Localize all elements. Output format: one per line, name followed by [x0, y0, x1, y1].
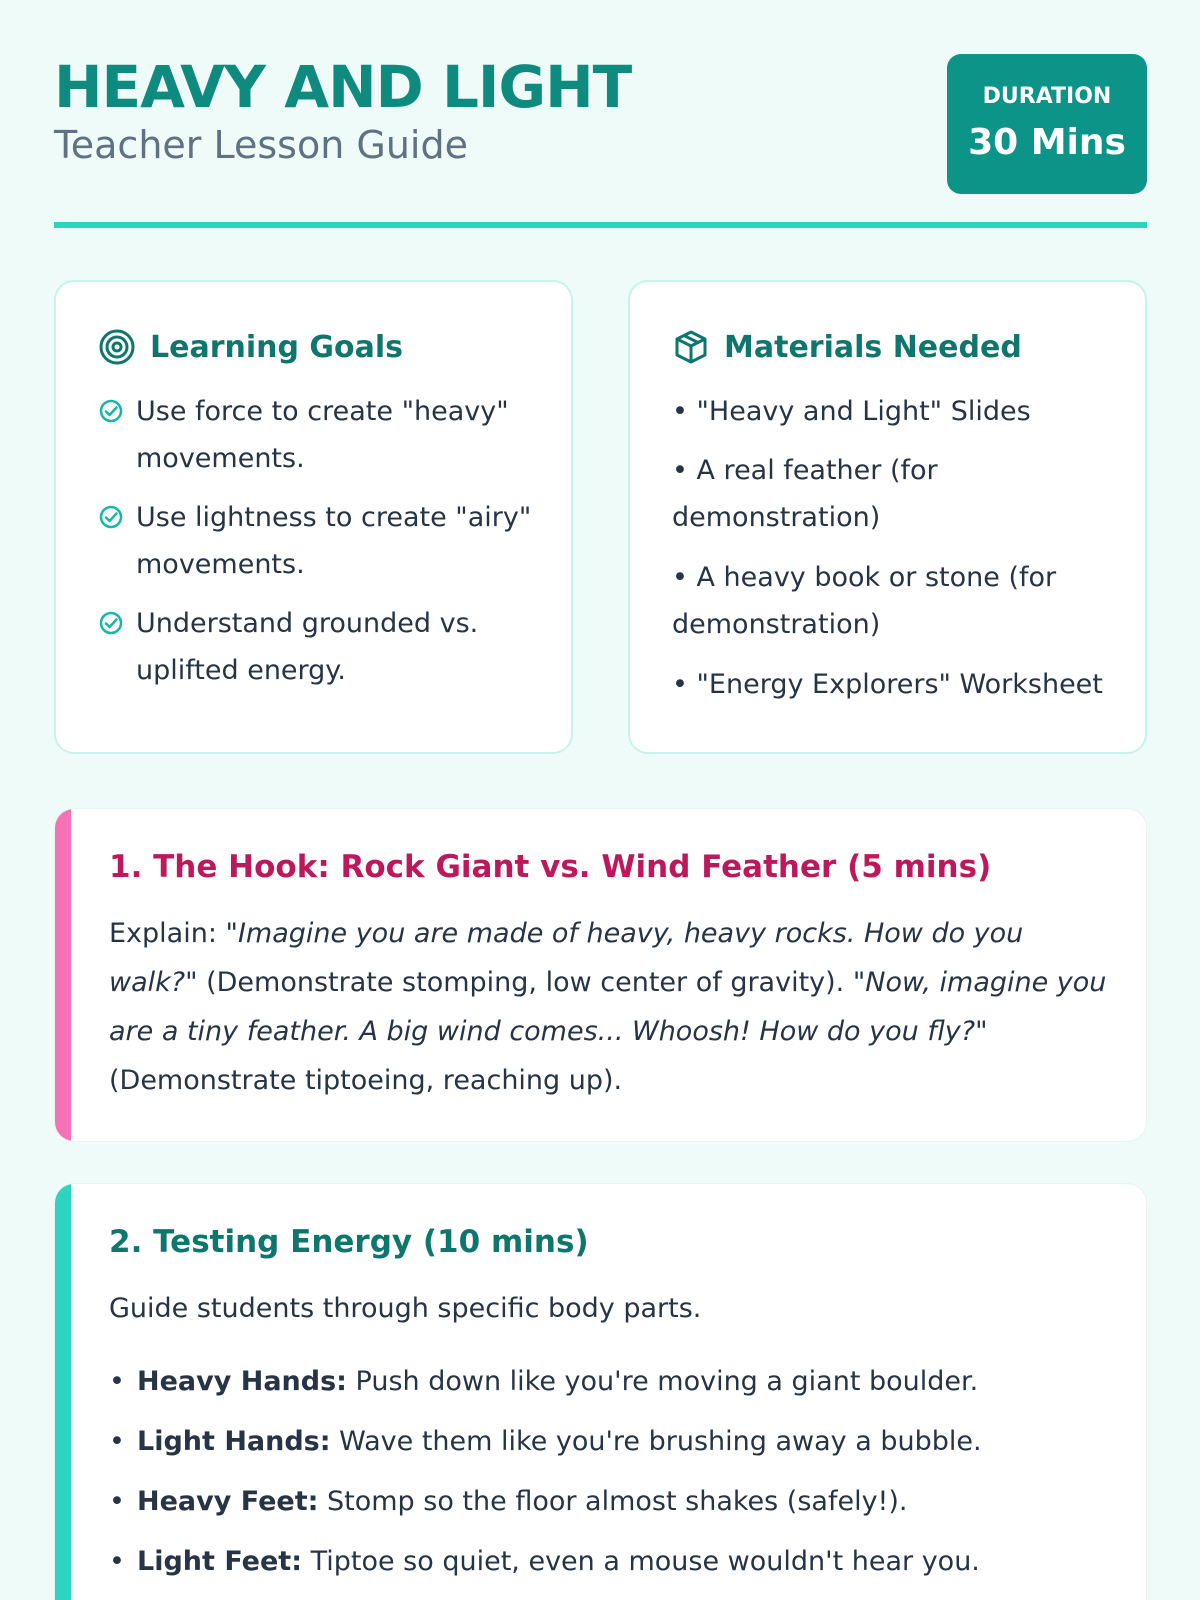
goal-text: Understand grounded vs. uplifted energy. — [136, 608, 479, 686]
testing-energy-section — [54, 1183, 1147, 1600]
list-item — [137, 1362, 1097, 1402]
goal-text: Use lightness to create "airy" movements. — [136, 502, 532, 580]
tip-text: Wave them like you're brushing away a bubble. — [330, 1426, 982, 1457]
page-subtitle: Teacher Lesson Guide — [54, 123, 468, 167]
demo-stomping: (Demonstrate stomping, low center of gravity). — [197, 967, 853, 998]
check-circle-icon — [98, 504, 124, 530]
goal-text: Use force to create "heavy" movements. — [136, 396, 509, 474]
learning-goals-header — [98, 328, 403, 366]
duration-label: DURATION — [982, 84, 1112, 109]
hook-section-body — [109, 909, 1109, 1105]
material-item: • "Heavy and Light" Slides — [672, 396, 1031, 427]
hook-section — [54, 808, 1147, 1142]
materials-header — [672, 328, 1022, 366]
section-accent-bar — [55, 809, 71, 1141]
feather-quote: "Now, imagine you are a tiny feather. A big wind comes... Whoosh! How do you fly?" — [109, 967, 1107, 1047]
tip-term: Light Hands: — [137, 1426, 331, 1457]
testing-energy-intro: Guide students through specific body parts. — [109, 1293, 702, 1324]
goal-item — [98, 494, 538, 588]
duration-value: 30 Mins — [968, 122, 1126, 163]
check-circle-icon — [98, 398, 124, 424]
hook-section-title: 1. The Hook: Rock Giant vs. Wind Feather (5 mins) — [109, 849, 992, 885]
section-accent-bar — [55, 1184, 71, 1600]
tip-term: Light Feet: — [137, 1546, 302, 1577]
learning-goals-title: Learning Goals — [150, 329, 404, 365]
tip-text: Tiptoe so quiet, even a mouse wouldn't hear you. — [302, 1546, 980, 1577]
list-item — [137, 1422, 1097, 1462]
material-item: • A heavy book or stone (for demonstration) — [672, 562, 1057, 640]
page-header — [54, 0, 1147, 228]
page-title: HEAVY AND LIGHT — [54, 53, 632, 121]
tip-term: Heavy Hands: — [137, 1366, 347, 1397]
materials-title: Materials Needed — [724, 329, 1022, 365]
box-icon — [672, 328, 710, 366]
material-item: • "Energy Explorers" Worksheet — [672, 669, 1103, 700]
duration-badge — [947, 54, 1147, 194]
tip-text: Push down like you're moving a giant boulder. — [346, 1366, 979, 1397]
material-item: • A real feather (for demonstration) — [672, 455, 938, 533]
tip-term: Heavy Feet: — [137, 1486, 319, 1517]
goal-item — [98, 600, 538, 694]
testing-energy-title: 2. Testing Energy (10 mins) — [109, 1224, 589, 1260]
goal-item — [98, 388, 538, 482]
materials-card — [628, 280, 1147, 754]
learning-goals-card — [54, 280, 573, 754]
check-circle-icon — [98, 610, 124, 636]
demo-tiptoe: (Demonstrate tiptoeing, reaching up). — [109, 1065, 623, 1096]
explain-label: Explain: — [109, 918, 226, 949]
target-icon — [98, 328, 136, 366]
rock-quote: "Imagine you are made of heavy, heavy rocks. How do you walk?" — [109, 918, 1024, 998]
list-item — [137, 1482, 1097, 1522]
tip-text: Stomp so the floor almost shakes (safely!). — [318, 1486, 908, 1517]
list-item — [137, 1542, 1097, 1582]
